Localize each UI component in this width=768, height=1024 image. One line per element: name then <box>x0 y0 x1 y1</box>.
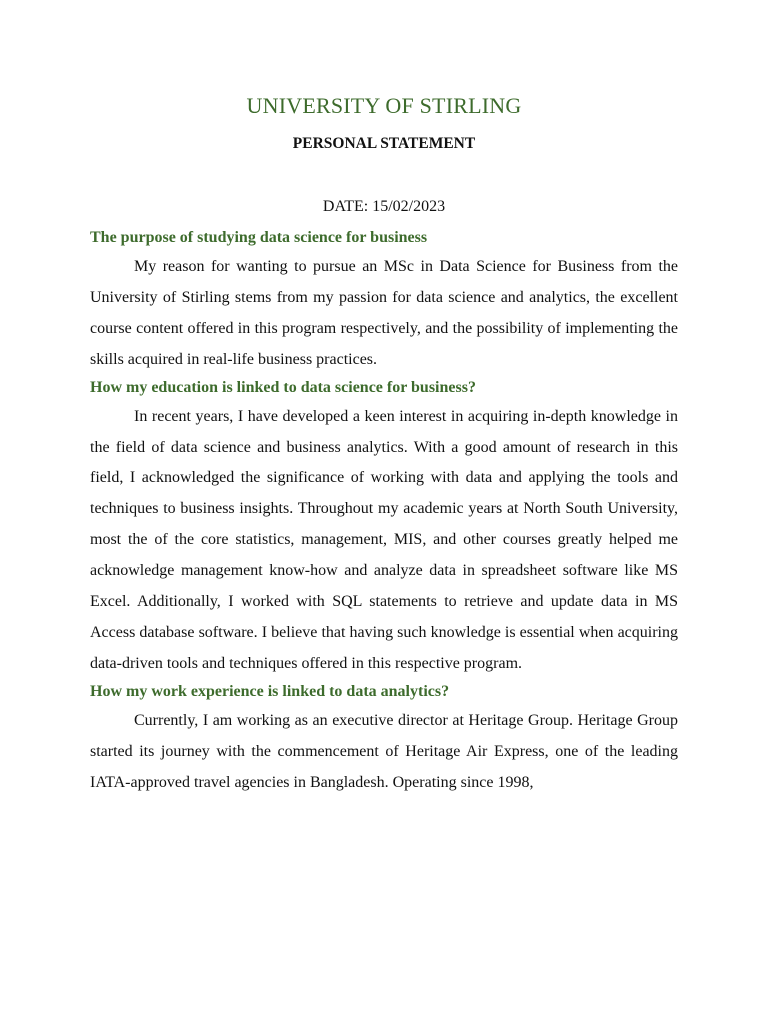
statement-body <box>90 226 678 799</box>
section-paragraph-purpose: My reason for wanting to pursue an MSc in Data Science for Business from the University of Stirling stems from my passion for data science and analytics, the excellent course content offered in this program respectively, and the possibility of implementing the skills acquired in real-life business practices. <box>90 258 678 368</box>
section-heading-purpose: The purpose of studying data science for business <box>90 229 428 246</box>
statement-title: PERSONAL STATEMENT <box>292 135 476 152</box>
university-title: UNIVERSITY OF STIRLING <box>246 93 522 118</box>
section-heading-work-experience: How my work experience is linked to data analytics? <box>90 682 450 700</box>
date-line: DATE: 15/02/2023 <box>322 198 446 215</box>
section-heading-education: How my education is linked to data science for business? <box>90 378 476 396</box>
section-paragraph-education: In recent years, I have developed a keen interest in acquiring in-depth knowledge in the field of data science and business analytics. With a good amount of research in this field, I acknowledged the significance of working with data and applying the tools and techniques to business insights. Throughout my academic years at North South University, most the of the core statistics, management, MIS, and other courses greatly helped me acknowledge management know-how and analyze data in spreadsheet software like MS Excel. Additionally, I worked with SQL statements to retrieve and update data in MS Access database software. I believe that having such knowledge is essential when acquiring data-driven tools and techniques offered in this respective program. <box>90 407 678 672</box>
section-paragraph-work-experience: Currently, I am working as an executive director at Heritage Group. Heritage Group started its journey with the commencement of Heritage Air Express, one of the leading IATA-approved travel agencies in Bangladesh. Operating since 1998, <box>90 711 678 791</box>
